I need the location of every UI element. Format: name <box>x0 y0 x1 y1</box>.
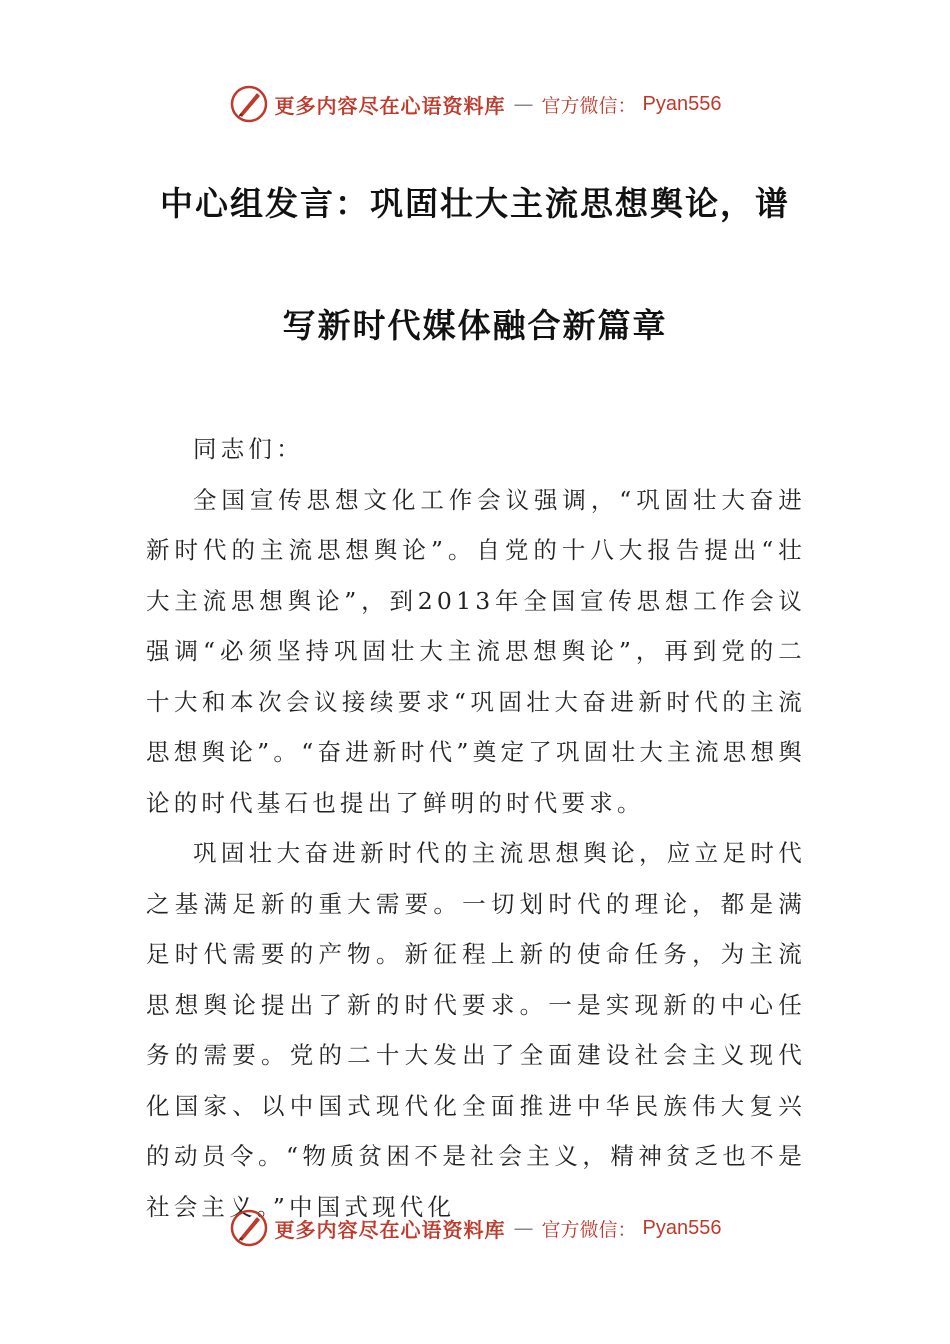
salutation: 同志们： <box>193 435 304 463</box>
quill-pen-logo-icon <box>229 1208 269 1248</box>
watermark-header <box>0 84 950 124</box>
document-title-line-1: 中心组发言：巩固壮大主流思想舆论，谱 <box>160 184 790 223</box>
watermark-text: 更多内容尽在心语资料库 <box>274 1217 506 1242</box>
paragraph: 全国宣传思想文化工作会议强调，“巩固壮大奋进新时代的主流思想舆论”。自党的十八大报告提出“壮大主流思想舆论”，到2013年全国宣传思想工作会议强调“必须坚持巩固壮大主流思想舆论”，再到党的二十大和本次会议接续要求“巩固壮大奋进新时代的主流思想舆论”。“奋进新时代”奠定了巩固壮大主流思想舆论的时代基石也提出了鲜明的时代要求。 <box>146 485 806 817</box>
document-title-line-2: 写新时代媒体融合新篇章 <box>282 306 668 345</box>
watermark-official-label: 官方微信： <box>541 1218 637 1241</box>
watermark-wechat-id: Pyan556 <box>642 1216 722 1239</box>
watermark-wechat-id: Pyan556 <box>642 92 722 115</box>
document-body <box>146 424 806 1232</box>
watermark-text: 更多内容尽在心语资料库 <box>274 93 506 118</box>
watermark-separator: — <box>513 1216 534 1240</box>
paragraph: 巩固壮大奋进新时代的主流思想舆论，应立足时代之基满足新的重大需要。一切划时代的理论，都是满足时代需要的产物。新征程上新的使命任务，为主流思想舆论提出了新的时代要求。一是实现新的中心任务的需要。党的二十大发出了全面建设社会主义现代化国家、以中国式现代化全面推进中华民族伟大复兴的动员令。“物质贫困不是社会主义，精神贫乏也不是社会主义。”中国式现代化 <box>146 839 806 1221</box>
watermark-separator: — <box>513 92 534 116</box>
watermark-official-label: 官方微信： <box>541 94 637 117</box>
quill-pen-logo-icon <box>229 84 269 124</box>
watermark-footer <box>0 1208 950 1248</box>
